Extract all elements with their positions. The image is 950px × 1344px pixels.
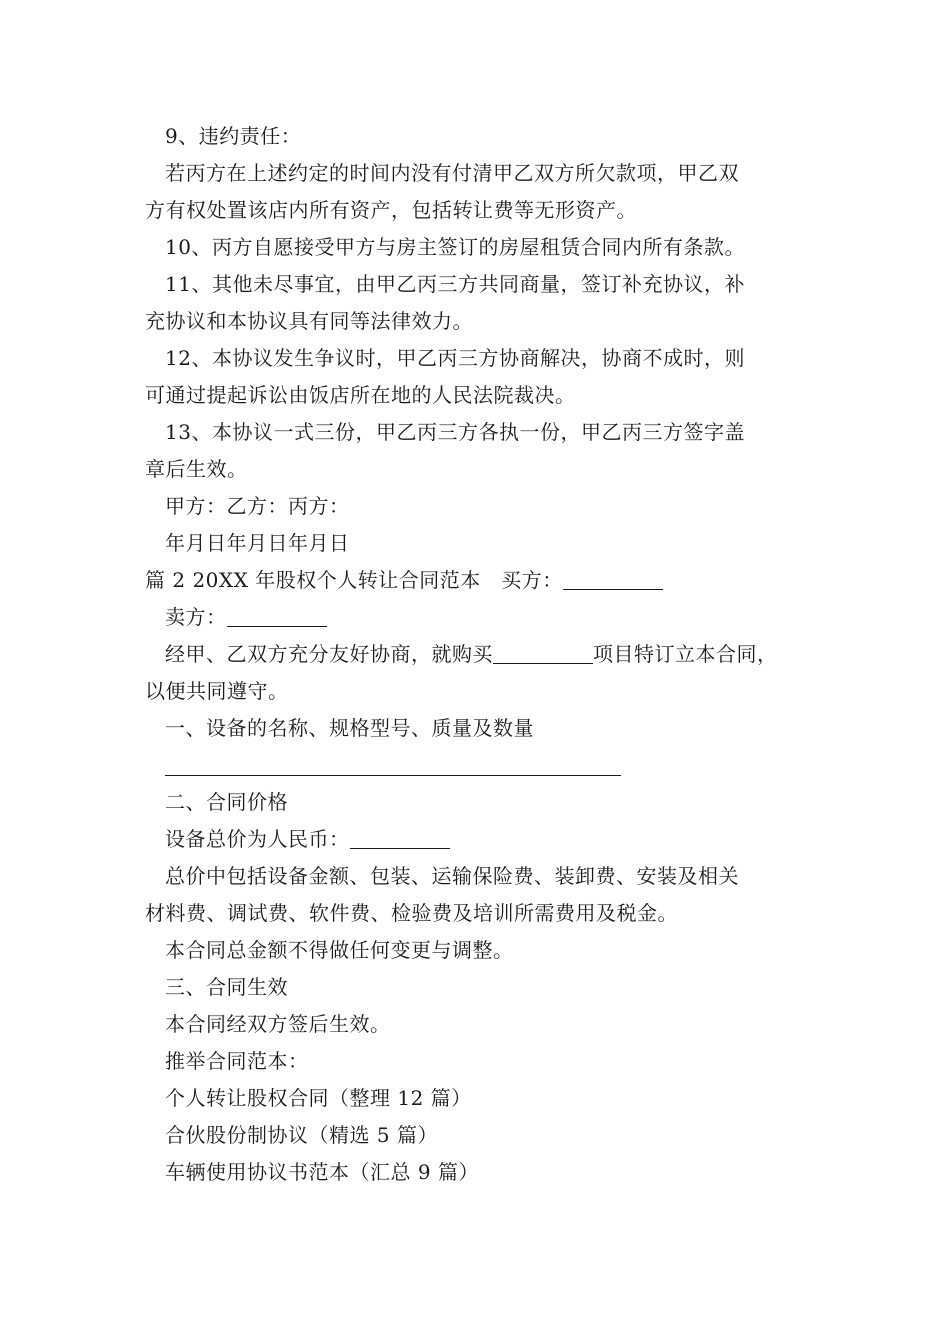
clause-9-text-line-1: 若丙方在上述约定的时间内没有付清甲乙双方所欠款项，甲乙双 bbox=[165, 161, 739, 185]
clause-12-line-1: 12、本协议发生争议时，甲乙丙三方协商解决，协商不成时，则 bbox=[165, 346, 745, 370]
seller-label: 卖方： bbox=[165, 605, 227, 629]
clause-9-text-line-2: 方有权处置该店内所有资产，包括转让费等无形资产。 bbox=[145, 198, 637, 222]
equipment-blank-line bbox=[165, 775, 621, 776]
total-price-blank bbox=[350, 826, 450, 849]
clause-9-heading: 9、违约责任： bbox=[165, 124, 302, 148]
buyer-blank bbox=[563, 567, 663, 590]
seller-blank bbox=[227, 604, 327, 627]
signature-parties: 甲方：乙方：丙方： bbox=[165, 494, 350, 518]
purpose-line-1 bbox=[145, 636, 825, 673]
purpose-pre: 经甲、乙双方充分友好协商，就购买 bbox=[165, 642, 493, 666]
seller-line bbox=[145, 599, 825, 636]
purpose-post: 项目特订立本合同， bbox=[593, 642, 778, 666]
project-blank bbox=[493, 641, 593, 664]
clause-11-line-1: 11、其他未尽事宜，由甲乙丙三方共同商量，签订补充协议，补 bbox=[165, 272, 745, 296]
clause-10: 10、丙方自愿接受甲方与房主签订的房屋租赁合同内所有条款。 bbox=[165, 235, 745, 259]
total-price-line bbox=[145, 821, 825, 858]
section-2-title-text: 篇 2 20XX 年股权个人转让合同范本 买方： bbox=[145, 568, 563, 592]
article-3-heading: 三、合同生效 bbox=[165, 975, 288, 999]
recommended-item-1: 个人转让股权合同（整理 12 篇） bbox=[165, 1086, 472, 1110]
clause-12-line-2: 可通过提起诉讼由饭店所在地的人民法院裁决。 bbox=[145, 383, 576, 407]
price-includes-line-2: 材料费、调试费、软件费、检验费及培训所需费用及税金。 bbox=[145, 901, 678, 925]
article-2-heading: 二、合同价格 bbox=[165, 790, 288, 814]
document-page bbox=[145, 118, 825, 1191]
signature-dates: 年月日年月日年月日 bbox=[165, 531, 350, 555]
clause-13-line-1: 13、本协议一式三份，甲乙丙三方各执一份，甲乙丙三方签字盖 bbox=[165, 420, 745, 444]
purpose-line-2: 以便共同遵守。 bbox=[145, 679, 289, 703]
recommended-heading: 推举合同范本： bbox=[165, 1049, 309, 1073]
section-2-title bbox=[145, 562, 825, 599]
effect-clause: 本合同经双方签后生效。 bbox=[165, 1012, 391, 1036]
clause-13-line-2: 章后生效。 bbox=[145, 457, 248, 481]
recommended-item-3: 车辆使用协议书范本（汇总 9 篇） bbox=[165, 1160, 479, 1184]
price-includes-line-1: 总价中包括设备金额、包装、运输保险费、装卸费、安装及相关 bbox=[165, 864, 739, 888]
recommended-item-2: 合伙股份制协议（精选 5 篇） bbox=[165, 1123, 438, 1147]
article-1-heading: 一、设备的名称、规格型号、质量及数量 bbox=[165, 716, 534, 740]
total-price-label: 设备总价为人民币： bbox=[165, 827, 350, 851]
no-change-clause: 本合同总金额不得做任何变更与调整。 bbox=[165, 938, 514, 962]
clause-11-line-2: 充协议和本协议具有同等法律效力。 bbox=[145, 309, 473, 333]
